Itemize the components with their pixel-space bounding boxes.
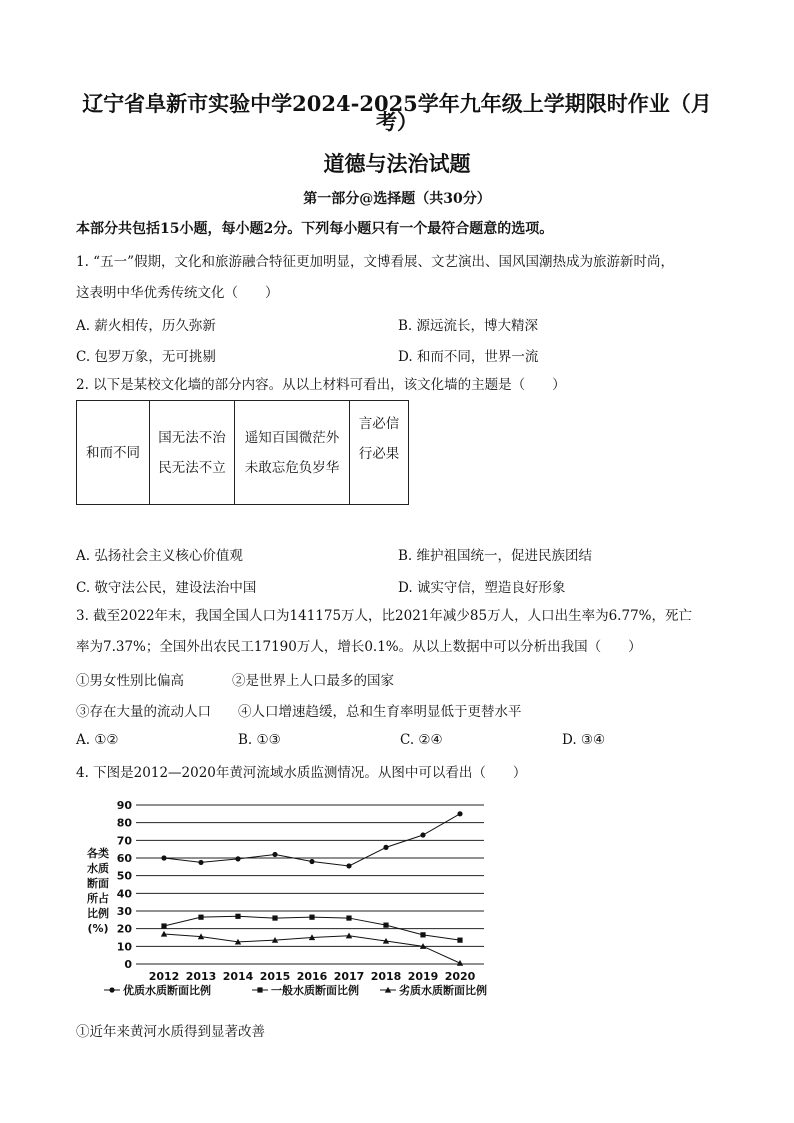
chart-legend (104, 983, 487, 997)
q2-option-b: B. 维护祖国统一，促进民族团结 (398, 548, 593, 564)
y-tick-label: 30 (116, 905, 132, 918)
data-point (346, 915, 351, 920)
y-tick-label: 70 (116, 834, 132, 848)
q1-option-b: B. 源远流长，博大精深 (398, 318, 539, 334)
y-axis-label (87, 846, 109, 935)
data-point (457, 960, 463, 966)
y-tick-labels (117, 799, 133, 971)
legend-item-2 (252, 983, 359, 997)
legend-label: 一般水质断面比例 (271, 984, 359, 997)
x-tick-label: 2012 (148, 970, 180, 983)
section-instructions: 本部分共包括15小题，每小题2分。下列每小题只有一个最符合题意的选项。 (76, 221, 554, 237)
x-tick-label: 2019 (407, 970, 439, 983)
data-point (235, 856, 240, 861)
y-tick-label: 10 (116, 940, 132, 954)
q1-option-c: C. 包罗万象，无可挑剔 (76, 349, 216, 365)
y-tick-label: 50 (116, 869, 132, 883)
y-tick-label: 0 (124, 958, 132, 971)
q4-stem: 4. 下图是2012—2020年黄河流域水质监测情况。从图中可以看出（ ） (76, 765, 527, 781)
y-axis-label-line: 比例 (87, 907, 109, 920)
q1-option-d: D. 和而不同，世界一流 (398, 349, 539, 365)
q2-option-c: C. 敬守法公民，建设法治中国 (76, 580, 257, 596)
data-point (309, 915, 314, 920)
data-point (198, 915, 203, 920)
water-quality-line-chart (76, 793, 536, 1008)
wall-cell-2-line2: 民无法不立 (158, 459, 226, 476)
q2-option-a: A. 弘扬社会主义核心价值观 (76, 548, 243, 564)
x-tick-label: 2016 (296, 970, 328, 983)
data-point (346, 863, 351, 868)
y-tick-label: 60 (116, 852, 132, 865)
wall-cell-3-line1: 遥知百国微茫外 (244, 429, 340, 446)
data-point (383, 845, 388, 850)
data-point (272, 915, 277, 920)
q4-statement-1: ①近年来黄河水质得到显著改善 (76, 1024, 265, 1040)
data-point (457, 938, 462, 943)
chart-series (161, 811, 463, 965)
data-point (161, 855, 166, 860)
x-tick-label: 2013 (185, 970, 217, 983)
q3-statement-3: ③存在大量的流动人口 (76, 704, 211, 720)
wall-cell-1-line1: 和而不同 (86, 444, 140, 461)
x-tick-label: 2015 (259, 970, 291, 983)
y-axis-label-line: 所占 (87, 892, 109, 905)
wall-cell-1 (77, 401, 150, 505)
q3-stem-line1: 3. 截至2022年末，我国全国人口为141175万人，比2021年减少85万人，人口出生率为6.77%，死亡 (76, 608, 692, 624)
q2-stem: 2. 以下是某校文化墙的部分内容。从以上材料可看出，该文化墙的主题是（ ） (76, 377, 566, 393)
legend-label: 优质水质断面比例 (123, 984, 211, 997)
data-point (198, 860, 203, 865)
q3-option-a: A. ①② (76, 732, 119, 748)
y-axis-label-line: 水质 (87, 862, 109, 875)
exam-title-line1: 辽宁省阜新市实验中学2024-2025学年九年级上学期限时作业（月 (82, 91, 712, 116)
data-point (272, 852, 277, 857)
y-axis-label-line: 断面 (87, 877, 109, 890)
q3-statement-1: ①男女性别比偏高 (76, 673, 184, 689)
y-tick-label: 40 (116, 887, 132, 901)
section-heading: 第一部分@选择题（共30分） (303, 191, 491, 207)
x-tick-label: 2018 (370, 970, 402, 983)
data-point (235, 914, 240, 919)
legend-marker (257, 987, 262, 992)
wall-cell-3-line2: 未敢忘危负岁华 (244, 459, 340, 476)
x-tick-labels (149, 970, 476, 983)
wall-cell-4-line1: 言必信 (358, 416, 400, 432)
data-point (457, 811, 462, 816)
legend-label: 劣质水质断面比例 (399, 984, 487, 997)
x-tick-label: 2017 (333, 970, 365, 983)
y-tick-label: 90 (116, 799, 132, 812)
data-point (309, 859, 314, 864)
y-tick-label: 80 (116, 816, 132, 830)
data-point (420, 932, 425, 937)
q3-option-b: B. ①③ (238, 732, 281, 748)
q1-stem-line2: 这表明中华优秀传统文化（ ） (76, 285, 279, 301)
data-point (161, 923, 166, 928)
legend-marker (109, 987, 114, 992)
x-tick-label: 2020 (444, 970, 476, 983)
q3-statement-4: ④人口增速趋缓，总和生育率明显低于更替水平 (238, 704, 522, 720)
chart-gridlines (136, 805, 484, 964)
q2-option-d: D. 诚实守信，塑造良好形象 (398, 580, 566, 596)
wall-cell-4 (350, 401, 409, 505)
exam-subject: 道德与法治试题 (323, 151, 471, 176)
q3-option-d: D. ③④ (562, 732, 606, 748)
y-axis-label-line: (%) (87, 922, 109, 935)
q3-stem-line2: 率为7.37%；全国外出农民工17190万人，增长0.1%。从以上数据中可以分析出我国（ ） (76, 639, 642, 655)
y-tick-label: 20 (116, 922, 132, 936)
legend-item-3 (380, 983, 487, 997)
q3-statement-2: ②是世界上人口最多的国家 (232, 673, 394, 689)
data-point (383, 923, 388, 928)
y-axis-label-line: 各类 (87, 847, 109, 860)
q1-option-a: A. 薪火相传，历久弥新 (76, 318, 216, 334)
wall-cell-4-line2: 行必果 (358, 446, 400, 462)
wall-cell-2 (150, 401, 235, 505)
q3-option-c: C. ②④ (400, 732, 443, 748)
exam-title-line2: 考） (376, 109, 418, 134)
wall-cell-3 (235, 401, 350, 505)
x-tick-label: 2014 (222, 970, 254, 983)
data-point (420, 832, 425, 837)
series-3 (161, 931, 463, 966)
legend-item-1 (104, 983, 211, 997)
wall-cell-2-line1: 国无法不治 (158, 429, 226, 446)
q1-stem-line1: 1. “五一”假期，文化和旅游融合特征更加明显，文博看展、文艺演出、国风国潮热成为旅游新时尚， (76, 254, 674, 270)
culture-wall-table (76, 400, 409, 505)
